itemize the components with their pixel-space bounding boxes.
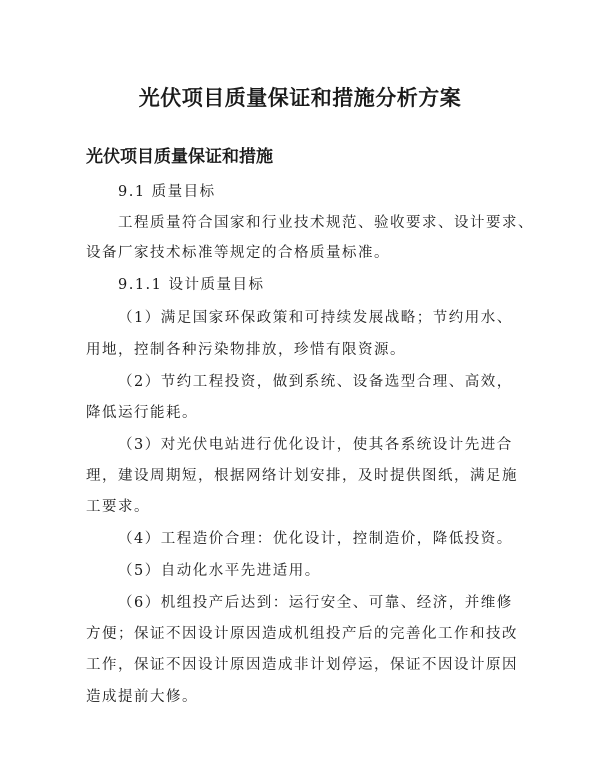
list-item-line: （5）自动化水平先进适用。: [118, 563, 321, 579]
list-item-line: 方便；保证不因设计原因造成机组投产后的完善化工作和技改: [86, 626, 518, 642]
paragraph-line: 工程质量符合国家和行业技术规范、验收要求、设计要求、: [118, 215, 534, 231]
subsection-9-1-heading: 9.1 质量目标: [118, 184, 216, 200]
paragraph-line: 设备厂家技术标准等规定的合格质量标准。: [86, 245, 390, 261]
document-title: 光伏项目质量保证和措施分析方案: [138, 86, 462, 110]
list-item-line: （1）满足国家环保政策和可持续发展战略；节约用水、: [118, 310, 513, 326]
list-item-line: 工要求。: [86, 499, 150, 515]
list-item-line: （3）对光伏电站进行优化设计，使其各系统设计先进合: [118, 437, 513, 453]
section-heading: 光伏项目质量保证和措施: [86, 147, 273, 167]
list-item-line: （4）工程造价合理：优化设计，控制造价，降低投资。: [118, 531, 513, 547]
list-item-line: 用地，控制各种污染物排放，珍惜有限资源。: [86, 342, 406, 358]
list-item-line: （6）机组投产后达到：运行安全、可靠、经济，并维修: [118, 595, 513, 611]
list-item-line: 造成提前大修。: [86, 689, 198, 705]
list-item-line: （2）节约工程投资，做到系统、设备选型合理、高效，: [118, 374, 513, 390]
list-item-line: 降低运行能耗。: [86, 405, 198, 421]
list-item-line: 工作，保证不因设计原因造成非计划停运，保证不因设计原因: [86, 657, 518, 673]
list-item-line: 理，建设周期短，根据网络计划安排，及时提供图纸，满足施: [86, 468, 518, 484]
subsection-9-1-1-heading: 9.1.1 设计质量目标: [118, 277, 265, 293]
